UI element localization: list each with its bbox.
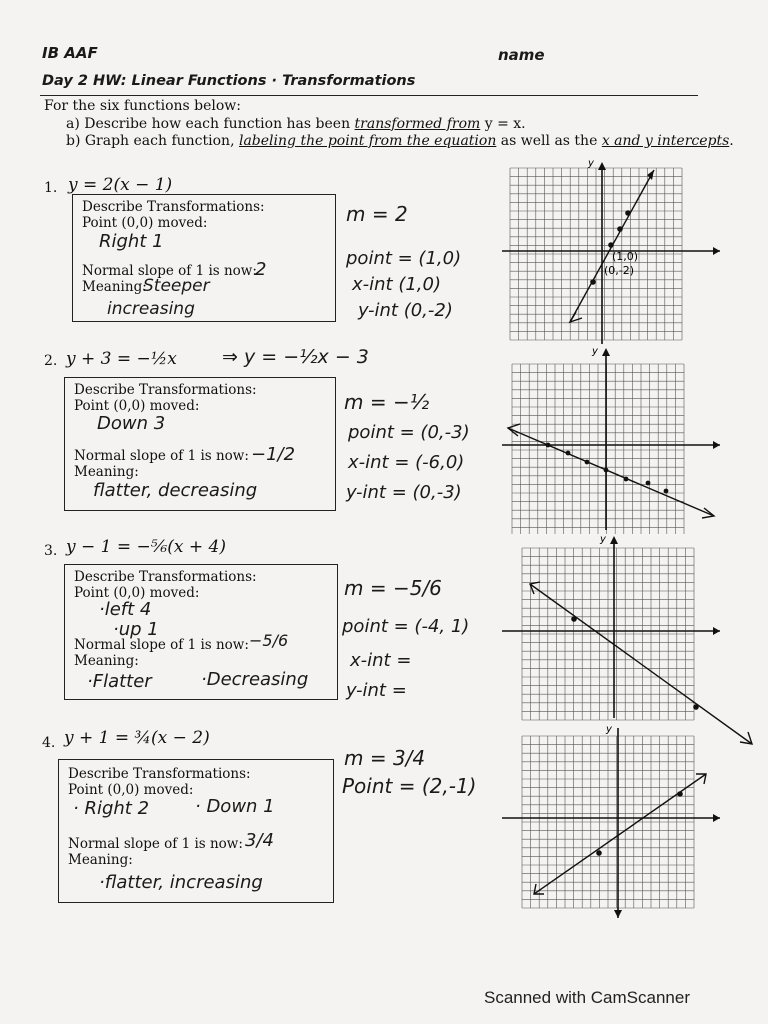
p2-describe-label: Describe Transformations: [74,382,257,398]
p1-point-1 [608,242,614,248]
instruction-b-post: . [729,133,734,149]
p1-side-xint: x-int (1,0) [352,274,442,295]
p1-graph [492,158,724,348]
p1-point-2 [617,226,623,232]
p2-point-2 [566,451,571,456]
p4-normal-slope-label: Normal slope of 1 is now: [68,836,243,852]
p2-slope-answer: −1/2 [251,444,296,465]
p2-point-7 [664,489,669,494]
p4-x-arrow [713,814,720,822]
instruction-b [66,133,734,150]
p1-point-moved-label: Point (0,0) moved: [82,215,208,231]
p2-rewrite: ⇒ y = −½x − 3 [222,346,369,368]
p1-moved-answer: Right 1 [99,231,164,252]
p4-moved-answer-1: · Right 2 [73,798,150,819]
instruction-b-pre: b) Graph each function, [66,133,235,149]
header-rule [40,95,698,96]
p3-normal-slope-label: Normal slope of 1 is now: [74,637,249,653]
p1-grid [510,168,682,340]
p2-meaning-answer: flatter, decreasing [93,480,258,501]
p3-grid [522,548,694,720]
p3-slope-answer: −5/6 [249,631,289,650]
scanner-watermark: Scanned with CamScanner [483,988,690,1007]
p1-meaning-answer-1: Steeper [143,276,210,296]
problem-2-box [64,377,336,511]
class-name: IB AAF [42,44,98,62]
instruction-b-underlined: labeling the point from the equation [238,133,497,149]
p2-point-1 [546,443,551,448]
p2-meaning-label: Meaning: [74,464,139,480]
p4-meaning-answer: ·flatter, increasing [99,872,263,893]
p3-y-axis-label: y [600,534,606,545]
p1-side-slope: m = 2 [346,202,408,226]
p1-y-arrow [598,162,606,170]
instruction-b-underlined-2: x and y intercepts [601,133,730,149]
name-label: name [498,46,545,64]
p2-side-yint: y-int = (0,-3) [346,482,462,503]
p2-side-point: point = (0,-3) [348,422,470,443]
p3-side-xint: x-int = [350,650,412,671]
instruction-b-mid: as well as the [496,133,602,149]
p1-describe-label: Describe Transformations: [82,199,265,215]
p1-graph-label-1: (1,0) [612,250,639,263]
p4-side-point: Point = (2,-1) [342,774,477,798]
p2-point-moved-label: Point (0,0) moved: [74,398,200,414]
p2-y-arrow [602,348,610,356]
p3-point-2 [693,704,699,710]
problem-1-number: 1. [44,180,58,196]
p4-point-1 [596,850,602,856]
p4-grid [522,736,694,908]
problem-4-equation: y + 1 = ¾(x − 2) [64,728,210,748]
p3-point-moved-label: Point (0,0) moved: [74,585,200,601]
p1-x-arrow [713,247,720,255]
problem-1-box [72,194,336,322]
p2-moved-answer: Down 3 [97,413,166,434]
p2-side-xint: x-int = (-6,0) [348,452,465,473]
p1-side-point: point = (1,0) [346,248,462,269]
p3-point-1 [571,616,577,622]
p2-side-slope: m = −½ [344,390,430,414]
p2-point-4 [604,468,609,473]
p4-y-axis-label: y [606,724,612,735]
p4-y-arrow [614,910,622,918]
p1-slope-answer: 2 [255,259,267,280]
p3-side-yint: y-int = [346,680,407,701]
p1-normal-slope-label: Normal slope of 1 is now: [82,263,257,279]
p2-graph [492,344,724,534]
p3-describe-label: Describe Transformations: [74,569,257,585]
p4-point-moved-label: Point (0,0) moved: [68,782,194,798]
instructions-intro: For the six functions below: [44,98,241,114]
p4-meaning-label: Meaning: [68,852,133,868]
problem-4-box [58,759,334,903]
problem-4-number: 4. [42,735,56,751]
worksheet-title: Day 2 HW: Linear Functions · Transformations [42,73,416,89]
p2-x-arrow [713,441,720,449]
instruction-a-post: y = x. [480,116,526,132]
p4-moved-answer-2: · Down 1 [195,796,275,817]
p2-point-3 [585,460,590,465]
p1-y-axis-label: y [588,158,594,169]
p1-graph-label-2: (0,-2) [604,264,635,277]
p4-graph [492,722,724,922]
p1-meaning-answer-2: increasing [107,299,195,319]
problem-2-number: 2. [44,353,58,369]
p2-point-6 [646,481,651,486]
p3-graph [492,532,760,747]
p3-moved-answer-1: ·left 4 [99,599,152,620]
p4-side-slope: m = 3/4 [344,746,426,770]
p3-meaning-answer-1: ·Flatter [87,671,152,692]
problem-3-box [64,564,338,700]
p3-moved-answer-2: ·up 1 [113,619,159,640]
problem-3-number: 3. [44,543,58,559]
p1-side-yint: y-int (0,-2) [358,300,453,321]
p2-point-5 [624,477,629,482]
p1-line-arrow-top [647,170,654,180]
p3-meaning-label: Meaning: [74,653,139,669]
p4-describe-label: Describe Transformations: [68,766,251,782]
instruction-a-pre: a) Describe how each function has been [66,116,351,132]
p4-slope-answer: 3/4 [245,830,274,851]
instruction-a [66,116,526,133]
p1-meaning-label: Meaning: [82,279,147,295]
p1-line-arrow-bottom [570,312,582,322]
p2-y-axis-label: y [592,346,598,357]
problem-2-equation: y + 3 = −½x [66,349,177,369]
p3-meaning-answer-2: ·Decreasing [201,669,309,690]
p3-side-slope: m = −5/6 [344,576,442,600]
p3-side-point: point = (-4, 1) [342,616,470,637]
p3-x-arrow [713,627,720,635]
problem-3-equation: y − 1 = −⁵⁄₆(x + 4) [66,537,226,557]
p2-normal-slope-label: Normal slope of 1 is now: [74,448,249,464]
p2-grid [512,364,684,534]
p4-point-2 [677,791,683,797]
p1-point-3 [625,210,631,216]
instruction-a-underlined: transformed from [354,116,481,132]
p1-point-4 [590,279,596,285]
problem-1-equation: y = 2(x − 1) [68,175,173,195]
p3-y-arrow [610,536,618,544]
